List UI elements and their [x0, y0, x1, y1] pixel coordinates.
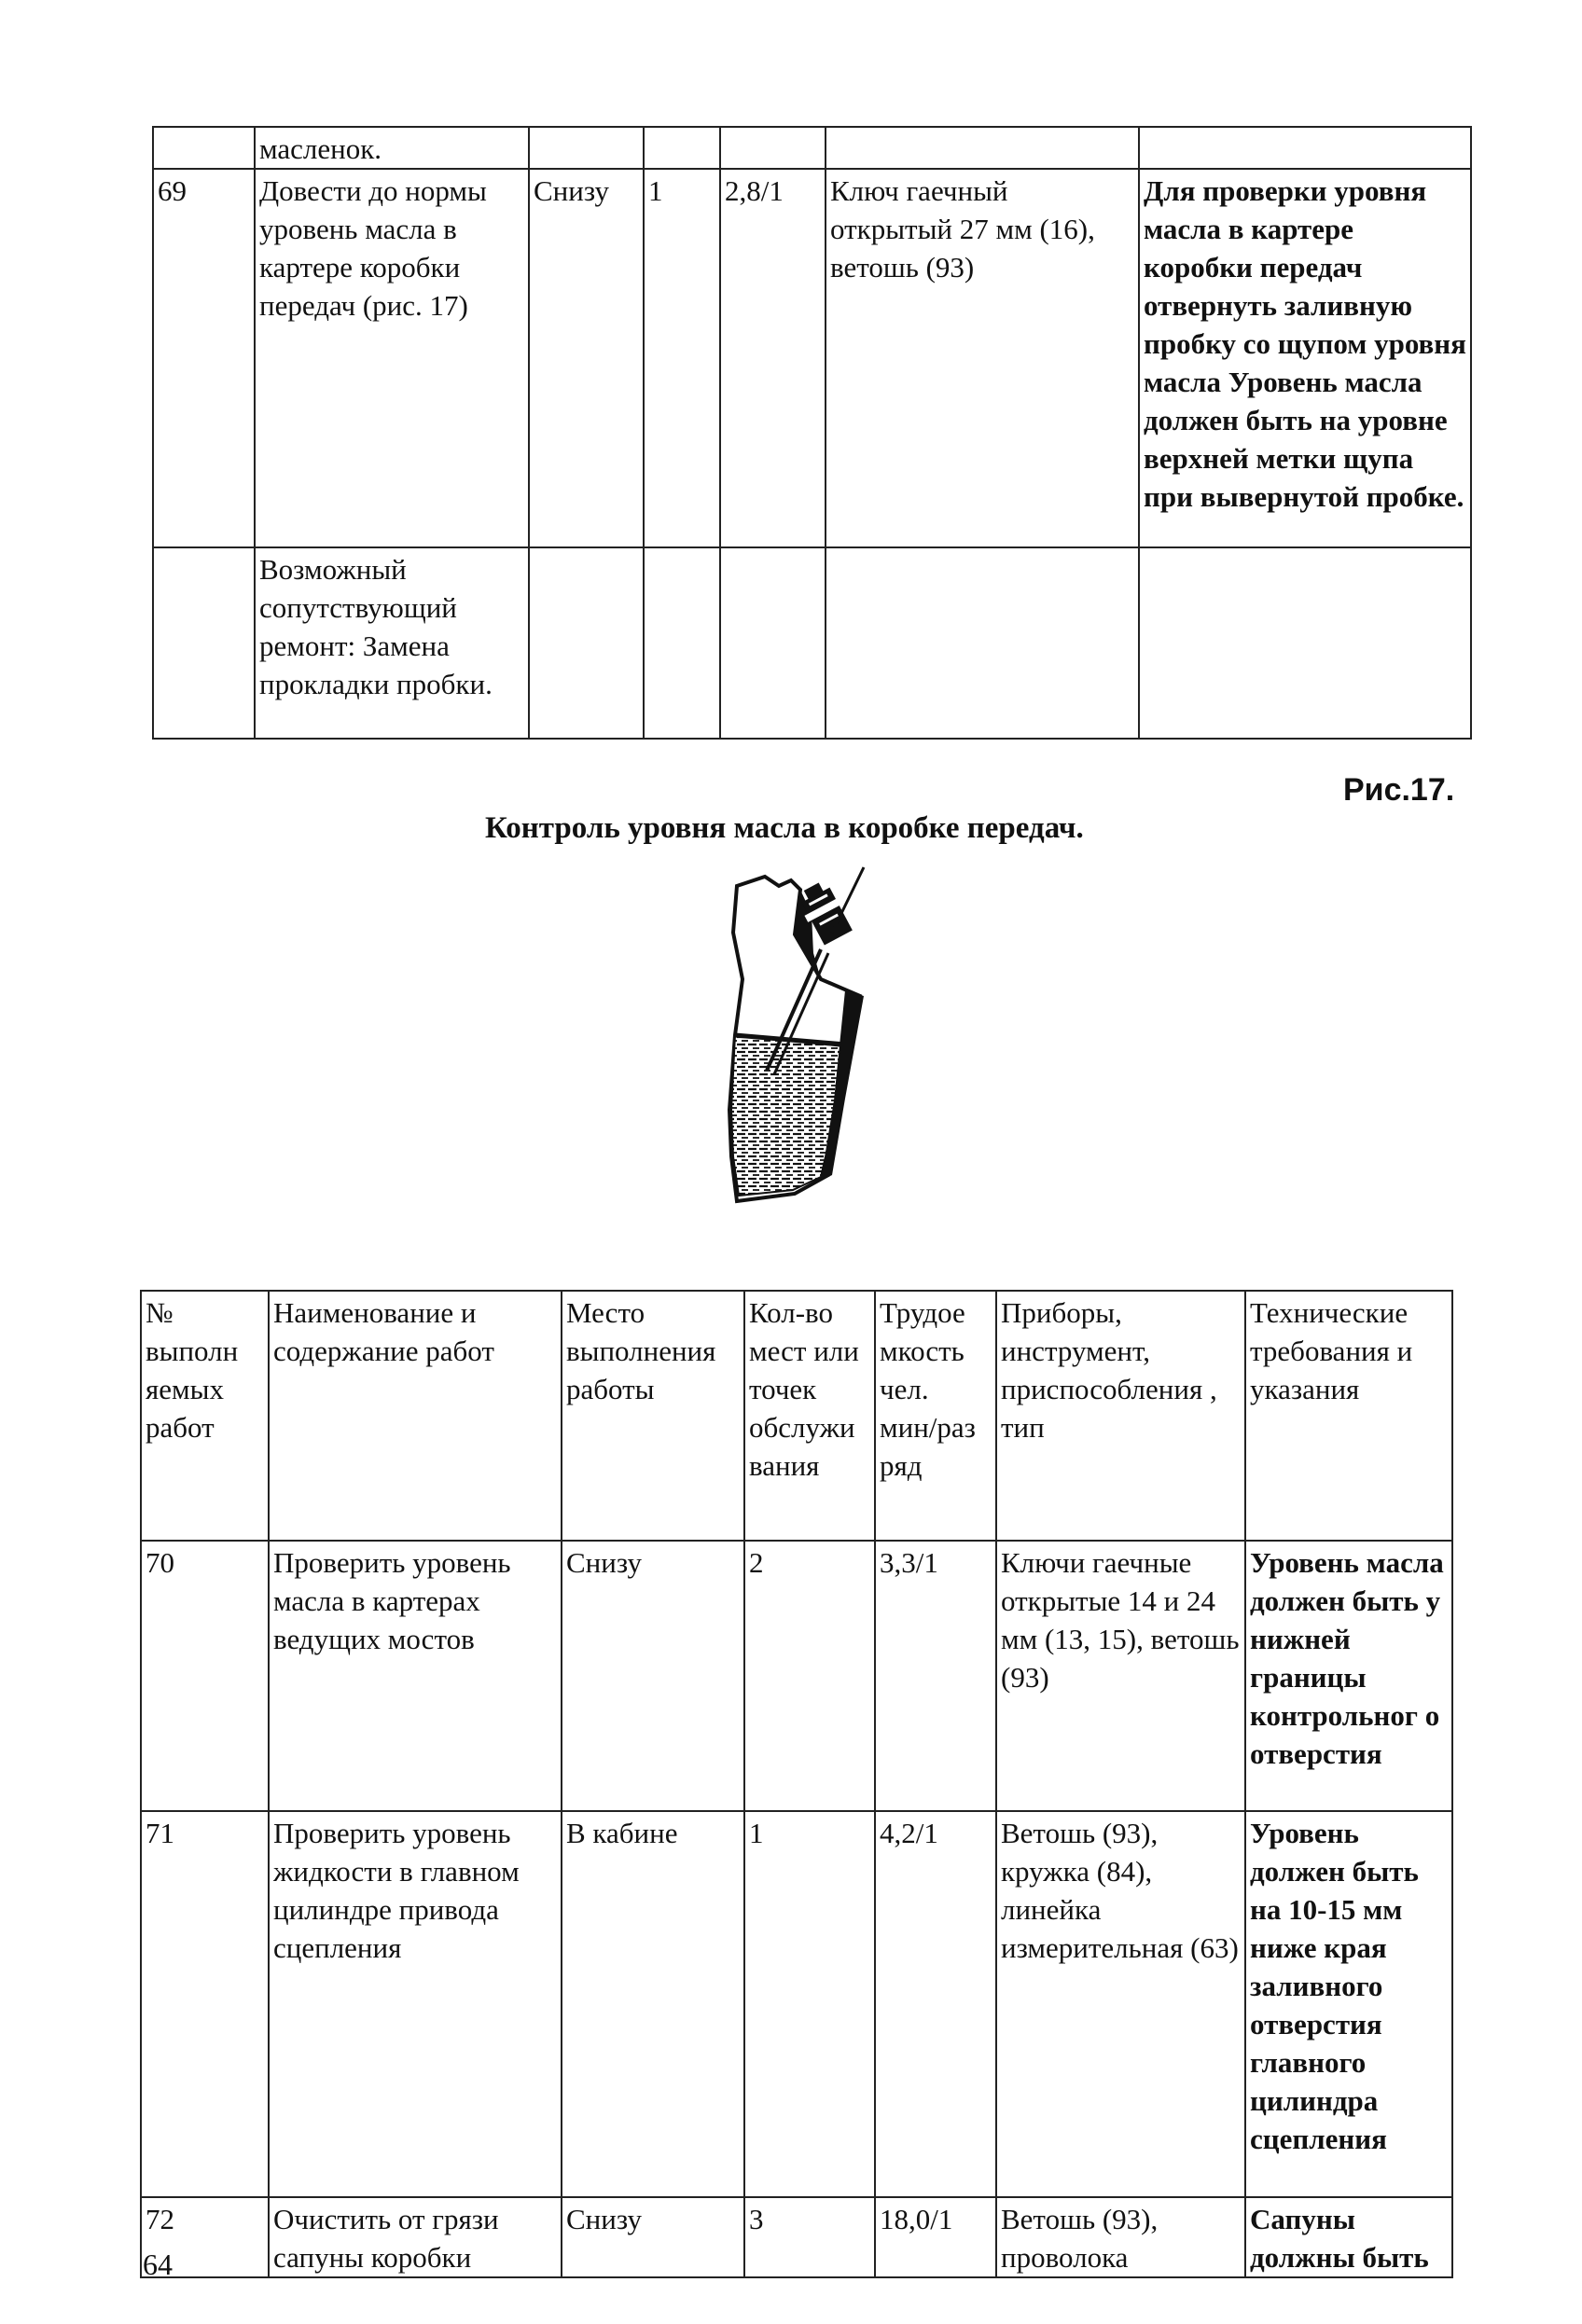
cell-place: Снизу: [562, 2197, 744, 2277]
cell-name: Возможный сопутствующий ремонт: Замена прокладки пробки.: [255, 547, 529, 739]
cell-tools: Ветошь (93), проволока: [996, 2197, 1245, 2277]
cell-requirements: [1139, 127, 1471, 169]
header-tools: Приборы, инструмент, приспособления , тип: [996, 1291, 1245, 1541]
cell-labor: [720, 127, 826, 169]
cell-num: [153, 127, 255, 169]
table-header-row: [141, 1291, 1452, 1541]
cell-labor: 3,3/1: [875, 1541, 996, 1811]
cell-place: [529, 547, 644, 739]
cell-place: [529, 127, 644, 169]
cell-qty: 3: [744, 2197, 875, 2277]
cell-labor: 18,0/1: [875, 2197, 996, 2277]
cell-requirements: Уровень должен быть на 10-15 мм ниже края заливного отверстия главного цилиндра сцепления: [1245, 1811, 1452, 2197]
table-row: [153, 547, 1471, 739]
cell-labor: [720, 547, 826, 739]
cell-num: 72: [141, 2197, 269, 2277]
cell-qty: 1: [744, 1811, 875, 2197]
cell-place: Снизу: [562, 1541, 744, 1811]
cell-num: 71: [141, 1811, 269, 2197]
cell-requirements: Для проверки уровня масла в картере коробки передач отвернуть заливную пробку со щупом уровня масла Уровень масла должен быть на уровне верхней метки щупа при вывернутой пробке.: [1139, 169, 1471, 547]
cell-tools: Ключ гаечный открытый 27 мм (16), ветошь (93): [826, 169, 1139, 547]
maintenance-table-bottom: [140, 1290, 1453, 2278]
table-row: [141, 2197, 1452, 2277]
header-num: № выполн яемых работ: [141, 1291, 269, 1541]
cell-num: [153, 547, 255, 739]
cell-tools: Ветошь (93), кружка (84), линейка измерительная (63): [996, 1811, 1245, 2197]
cell-qty: [644, 547, 720, 739]
gearbox-oil-level-illustration: [681, 849, 961, 1212]
cell-labor: 2,8/1: [720, 169, 826, 547]
cell-qty: 2: [744, 1541, 875, 1811]
page-number: 64: [143, 2248, 173, 2281]
table-row: [141, 1541, 1452, 1811]
cell-tools: Ключи гаечные открытые 14 и 24 мм (13, 15), ветошь (93): [996, 1541, 1245, 1811]
table-row: [141, 1811, 1452, 2197]
cell-tools: [826, 127, 1139, 169]
maintenance-table-top: [152, 126, 1472, 740]
cell-name: Довести до нормы уровень масла в картере коробки передач (рис. 17): [255, 169, 529, 547]
header-qty: Кол-во мест или точек обслужи вания: [744, 1291, 875, 1541]
cell-name: Проверить уровень масла в картерах ведущих мостов: [269, 1541, 562, 1811]
cell-num: 70: [141, 1541, 269, 1811]
table-row: [153, 169, 1471, 547]
cell-requirements: Уровень масла должен быть у нижней границы контрольног о отверстия: [1245, 1541, 1452, 1811]
cell-name: Проверить уровень жидкости в главном цилиндре привода сцепления: [269, 1811, 562, 2197]
header-requirements: Технические требования и указания: [1245, 1291, 1452, 1541]
cell-num: 69: [153, 169, 255, 547]
header-labor: Трудое мкость чел. мин/раз ряд: [875, 1291, 996, 1541]
header-place: Место выполнения работы: [562, 1291, 744, 1541]
header-name: Наименование и содержание работ: [269, 1291, 562, 1541]
table-row: [153, 127, 1471, 169]
cell-qty: [644, 127, 720, 169]
cell-requirements: Сапуны должны быть: [1245, 2197, 1452, 2277]
cell-place: Снизу: [529, 169, 644, 547]
cell-labor: 4,2/1: [875, 1811, 996, 2197]
cell-place: В кабине: [562, 1811, 744, 2197]
figure-title: Контроль уровня масла в коробке передач.: [485, 811, 1084, 845]
figure-label: Рис.17.: [1343, 772, 1455, 808]
cell-name: Очистить от грязи сапуны коробки: [269, 2197, 562, 2277]
cell-qty: 1: [644, 169, 720, 547]
cell-name: масленок.: [255, 127, 529, 169]
cell-requirements: [1139, 547, 1471, 739]
cell-tools: [826, 547, 1139, 739]
